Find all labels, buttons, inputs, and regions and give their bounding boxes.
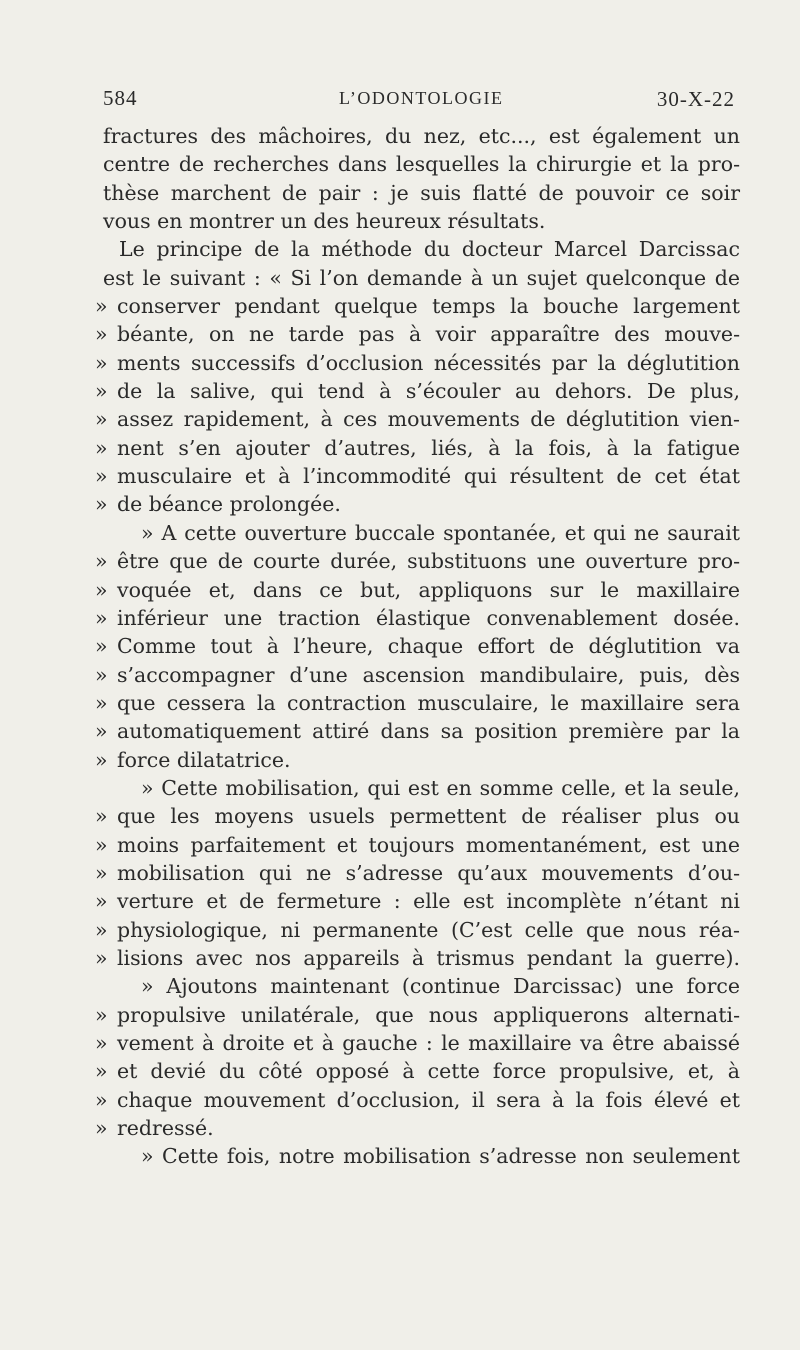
quote-mark: »	[95, 350, 108, 375]
text-line	[95, 717, 740, 745]
quote-mark: »	[95, 690, 108, 715]
line-text: force dilatatrice.	[117, 747, 291, 772]
quote-mark: »	[95, 804, 108, 829]
line-text: physiologique, ni permanente (C’est celle que nous réa-	[117, 917, 740, 942]
text-line	[95, 490, 740, 518]
line-text: nent s’en ajouter d’autres, liés, à la fois, à la fatigue	[117, 435, 740, 460]
line-text: propulsive unilatérale, que nous appliquerons alternati-	[117, 1002, 740, 1027]
quote-mark: »	[95, 294, 108, 319]
text-line	[95, 1029, 740, 1057]
text-line	[95, 235, 740, 263]
line-text: s’accompagner d’une ascension mandibulaire, puis, dès	[117, 662, 740, 687]
text-line	[95, 547, 740, 575]
line-text: » Ajoutons maintenant (continue Darcissac) une force	[141, 974, 740, 999]
text-line	[95, 1114, 740, 1142]
line-text: » A cette ouverture buccale spontanée, et qui ne saurait	[141, 520, 740, 545]
line-text: automatiquement attiré dans sa position première par la	[117, 719, 740, 744]
quote-mark: »	[95, 747, 108, 772]
text-line	[95, 972, 740, 1000]
line-text: centre de recherches dans lesquelles la chirurgie et la pro-	[103, 152, 740, 177]
quote-mark: »	[95, 577, 108, 602]
quote-mark: »	[95, 407, 108, 432]
running-header	[103, 86, 735, 116]
text-line	[95, 292, 740, 320]
text-line	[95, 434, 740, 462]
line-text: ments successifs d’occlusion nécessités par la déglutition	[117, 350, 740, 375]
line-text: » Cette mobilisation, qui est en somme celle, et la seule,	[141, 775, 740, 800]
line-text: musculaire et à l’incommodité qui résultent de cet état	[117, 464, 740, 489]
quote-mark: »	[95, 605, 108, 630]
quote-mark: »	[95, 464, 108, 489]
text-line	[95, 462, 740, 490]
quote-mark: »	[95, 1059, 108, 1084]
line-text: Comme tout à l’heure, chaque effort de déglutition va	[117, 634, 740, 659]
quote-mark: »	[95, 634, 108, 659]
text-line	[95, 746, 740, 774]
text-line	[95, 802, 740, 830]
quote-mark: »	[95, 832, 108, 857]
text-line	[95, 377, 740, 405]
line-text: assez rapidement, à ces mouvements de déglutition vien-	[117, 407, 740, 432]
line-text: moins parfaitement et toujours momentanément, est une	[117, 832, 740, 857]
line-text: de béance prolongée.	[117, 492, 341, 517]
line-text: » Cette fois, notre mobilisation s’adresse non seulement	[141, 1144, 740, 1169]
text-line	[95, 179, 740, 207]
quote-mark: »	[95, 945, 108, 970]
quote-mark: »	[95, 889, 108, 914]
quote-mark: »	[95, 917, 108, 942]
line-text: verture et de fermeture : elle est incomplète n’étant ni	[117, 889, 740, 914]
page-number: 584	[103, 86, 138, 110]
text-line	[95, 264, 740, 292]
quote-mark: »	[95, 1002, 108, 1027]
text-line	[95, 1001, 740, 1029]
quote-mark: »	[95, 1087, 108, 1112]
text-line	[95, 1142, 740, 1170]
text-line	[95, 1057, 740, 1085]
text-line	[95, 604, 740, 632]
quote-mark: »	[95, 549, 108, 574]
text-line	[95, 1086, 740, 1114]
text-line	[95, 916, 740, 944]
line-text: et devié du côté opposé à cette force propulsive, et, à	[117, 1059, 740, 1084]
text-line	[95, 774, 740, 802]
text-line	[95, 207, 740, 235]
line-text: mobilisation qui ne s’adresse qu’aux mouvements d’ou-	[117, 860, 740, 885]
line-text: inférieur une traction élastique convenablement dosée.	[117, 605, 740, 630]
line-text: vement à droite et à gauche : le maxillaire va être abaissé	[117, 1031, 740, 1055]
quote-mark: »	[95, 492, 108, 517]
line-text: lisions avec nos appareils à trismus pendant la guerre).	[117, 945, 740, 970]
quote-mark: »	[95, 435, 108, 460]
text-line	[95, 576, 740, 604]
line-text: que les moyens usuels permettent de réaliser plus ou	[117, 804, 740, 829]
quote-mark: »	[95, 1031, 108, 1055]
line-text: voquée et, dans ce but, appliquons sur le maxillaire	[117, 577, 740, 602]
text-line	[95, 519, 740, 547]
text-line	[95, 122, 740, 150]
journal-title: L’ODONTOLOGIE	[339, 88, 504, 108]
text-line	[95, 405, 740, 433]
text-line	[95, 150, 740, 178]
text-line	[95, 632, 740, 660]
line-text: que cessera la contraction musculaire, le maxillaire sera	[117, 690, 740, 715]
line-text: est le suivant : « Si l’on demande à un sujet quelconque de	[103, 265, 740, 290]
line-text: de la salive, qui tend à s’écouler au dehors. De plus,	[117, 379, 740, 404]
line-text: béante, on ne tarde pas à voir apparaître des mouve-	[117, 322, 740, 347]
quote-mark: »	[95, 662, 108, 687]
text-line	[95, 689, 740, 717]
quote-mark: »	[95, 860, 108, 885]
issue-date: 30-X-22	[656, 87, 735, 111]
line-text: chaque mouvement d’occlusion, il sera à la fois élevé et	[117, 1087, 740, 1112]
line-text: conserver pendant quelque temps la bouche largement	[117, 294, 740, 319]
line-text: fractures des mâchoires, du nez, etc..., est également un	[103, 124, 740, 148]
quote-mark: »	[95, 322, 108, 347]
line-text: être que de courte durée, substituons une ouverture pro-	[117, 549, 740, 574]
text-line	[95, 887, 740, 915]
line-text: vous en montrer un des heureux résultats.	[103, 209, 546, 234]
quote-mark: »	[95, 719, 108, 744]
quote-mark: »	[95, 379, 108, 404]
line-text: Le principe de la méthode du docteur Marcel Darcissac	[119, 237, 740, 262]
text-line	[95, 661, 740, 689]
text-line	[95, 831, 740, 859]
text-line	[95, 859, 740, 887]
text-line	[95, 320, 740, 348]
text-line	[95, 944, 740, 972]
line-text: redressé.	[117, 1116, 214, 1141]
line-text: thèse marchent de pair : je suis flatté de pouvoir ce soir	[103, 180, 740, 205]
body-text	[95, 122, 740, 1171]
text-line	[95, 349, 740, 377]
quote-mark: »	[95, 1116, 108, 1141]
